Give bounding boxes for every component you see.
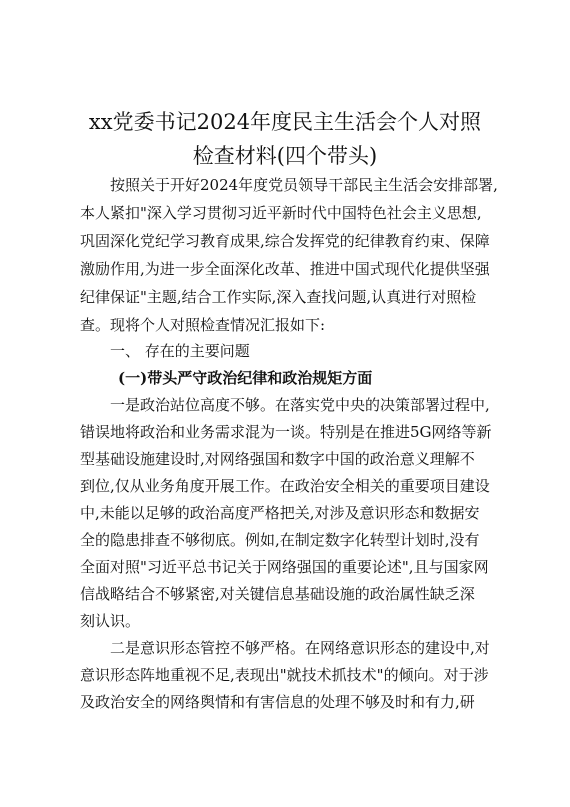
section-heading: 一、 存在的主要问题 <box>110 342 250 360</box>
document-title-line-2: 检查材料(四个带头) <box>192 144 378 168</box>
subsection-heading: (一)带头严守政治纪律和政治规矩方面 <box>118 369 373 387</box>
intro-line: 激励作用,为进一步全面深化改革、推进中国式现代化提供坚强 <box>80 260 490 278</box>
intro-line: 本人紧扣"深入学习贯彻习近平新时代中国特色社会主义思想, <box>80 204 482 222</box>
paragraph-line: 全的隐患排查不够彻底。例如,在制定数字化转型计划时,没有 <box>80 531 480 549</box>
paragraph-line: 刻认识。 <box>80 612 141 630</box>
paragraph-line: 全面对照"习近平总书记关于网络强国的重要论述",且与国家网 <box>80 558 489 576</box>
intro-line: 按照关于开好2024年度党员领导干部民主生活会安排部署, <box>110 176 498 194</box>
paragraph-line: 二是意识形态管控不够严格。在网络意识形态的建设中,对 <box>110 639 490 657</box>
paragraph-line: 型基础设施建设时,对网络强国和数字中国的政治意义理解不 <box>80 450 475 468</box>
document-title-line-1: xx党委书记2024年度民主生活会个人对照 <box>88 110 482 134</box>
paragraph-line: 信战略结合不够紧密,对关键信息基础设施的政治属性缺乏深 <box>80 585 475 603</box>
intro-line: 查。现将个人对照检查情况汇报如下: <box>80 316 326 334</box>
paragraph-line: 意识形态阵地重视不足,表现出"就技术抓技术"的倾向。对于涉 <box>80 666 489 684</box>
intro-line: 纪律保证"主题,结合工作实际,深入查找问题,认真进行对照检 <box>80 288 477 306</box>
paragraph-line: 到位,仅从业务角度开展工作。在政治安全相关的重要项目建设 <box>80 477 490 495</box>
paragraph-line: 中,未能以足够的政治高度严格把关,对涉及意识形态和数据安 <box>80 504 480 522</box>
intro-line: 巩固深化党纪学习教育成果,综合发挥党的纪律教育约束、保障 <box>80 232 490 250</box>
paragraph-line: 一是政治站位高度不够。在落实党中央的决策部署过程中, <box>110 396 490 414</box>
paragraph-line: 错误地将政治和业务需求混为一谈。特别是在推进5G网络等新 <box>80 423 492 441</box>
paragraph-line: 及政治安全的网络舆情和有害信息的处理不够及时和有力,研 <box>80 693 475 711</box>
